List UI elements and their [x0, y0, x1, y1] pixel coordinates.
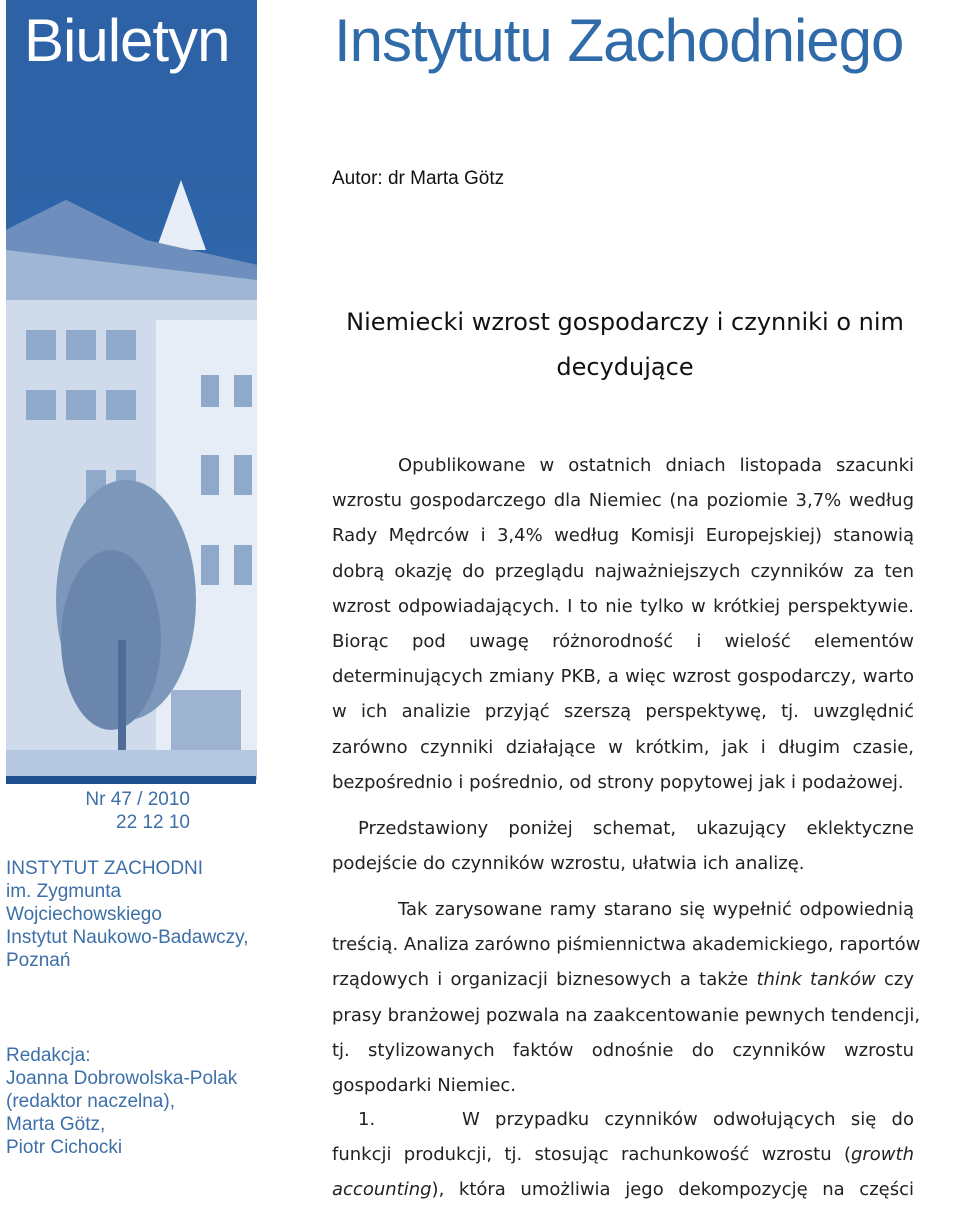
- text-line: Przedstawiony poniżej schemat, ukazujący eklektyczne: [358, 818, 914, 839]
- text-line: Opublikowane w ostatnich dniach listopada szacunki: [398, 455, 914, 476]
- text-line: Rady Mędrców i 3,4% według Komisji Europejskiej) stanowią: [332, 525, 914, 547]
- text-line: bezpośrednio i pośrednio, od strony popytowej jak i podażowej.: [332, 771, 904, 793]
- editors-line: Marta Götz,: [6, 1114, 106, 1135]
- text-line: wzrostu gospodarczego dla Niemiec (na poziomie 3,7% według: [332, 490, 914, 512]
- text-segment: czy: [875, 969, 914, 991]
- masthead-title-biuletyn: Biuletyn: [24, 7, 230, 74]
- text-line: w ich analizie przyjąć szerszą perspektywę, tj. uwzględnić: [332, 701, 914, 723]
- paragraph-framework: [332, 892, 921, 1103]
- editors-line: Joanna Dobrowolska-Polak: [6, 1068, 238, 1089]
- text-segment: ), która umożliwia jego dekompozycję na części: [431, 1179, 914, 1201]
- editors-line: Piotr Cichocki: [6, 1137, 123, 1158]
- editors-line: Redakcja:: [6, 1045, 91, 1066]
- institute-line: INSTYTUT ZACHODNI: [6, 858, 204, 879]
- text-line: Biorąc pod uwagę różnorodność i wielość elementów: [332, 631, 914, 653]
- institute-line: Wojciechowskiego: [6, 904, 162, 925]
- issue-number: Nr 47 / 2010: [85, 789, 190, 810]
- text-line: gospodarki Niemiec.: [332, 1075, 517, 1097]
- institute-line: im. Zygmunta: [6, 881, 122, 902]
- paragraph-schema: [332, 811, 914, 881]
- text-line: [332, 1137, 914, 1172]
- text-line: podejście do czynników wzrostu, ułatwia ich analizę.: [332, 853, 805, 875]
- paragraph-intro: [332, 448, 914, 800]
- text-emphasis: growth: [850, 1144, 914, 1166]
- list-number: 1.: [358, 1109, 376, 1130]
- text-segment: rządowych i organizacji biznesowych a także: [332, 969, 757, 991]
- masthead-title-institute: Instytutu Zachodniego: [334, 7, 904, 74]
- text-line: dobrą okazję do przeglądu najważniejszych czynników za ten: [332, 560, 914, 582]
- text-line: [332, 1102, 914, 1137]
- text-line: wzrost odpowiadających. I to nie tylko w krótkiej perspektywie.: [332, 595, 914, 617]
- building-illustration: [6, 170, 257, 780]
- text-line: zarówno czynniki działające w krótkim, jak i długim czasie,: [332, 736, 914, 758]
- text-emphasis: accounting: [332, 1179, 432, 1201]
- sidebar-rule: [6, 776, 256, 784]
- article-title: [340, 300, 910, 390]
- text-line: tj. stylizowanych faktów odnośnie do czynników wzrostu: [332, 1039, 914, 1061]
- article-author: Autor: dr Marta Götz: [332, 168, 505, 189]
- text-line: Tak zarysowane ramy starano się wypełnić odpowiednią: [398, 899, 914, 920]
- text-line: treścią. Analiza zarówno piśmiennictwa akademickiego, raportów: [332, 934, 921, 956]
- text-line: prasy branżowej pozwala na zaakcentowanie pewnych tendencji,: [332, 1004, 921, 1026]
- text-emphasis: think tanków: [756, 969, 876, 991]
- text-segment: W przypadku czynników odwołujących się do: [462, 1109, 914, 1130]
- text-line: determinujących zmiany PKB, a więc wzrost gospodarczy, warto: [332, 666, 914, 688]
- text-line: [332, 962, 914, 997]
- editors-info: [6, 1044, 256, 1159]
- title-line: decydujące: [556, 353, 694, 381]
- editors-line: (redaktor naczelna),: [6, 1091, 175, 1112]
- paragraph-numbered-1: [332, 1102, 914, 1208]
- institute-line: Poznań: [6, 950, 71, 971]
- institute-info: [6, 857, 256, 972]
- issue-info: [6, 788, 190, 834]
- text-line: [332, 1172, 914, 1207]
- institute-line: Instytut Naukowo-Badawczy,: [6, 927, 249, 948]
- text-segment: funkcji produkcji, tj. stosując rachunkowość wzrostu (: [332, 1144, 851, 1166]
- issue-date: 22 12 10: [116, 812, 190, 833]
- title-line: Niemiecki wzrost gospodarczy i czynniki o nim: [346, 308, 904, 336]
